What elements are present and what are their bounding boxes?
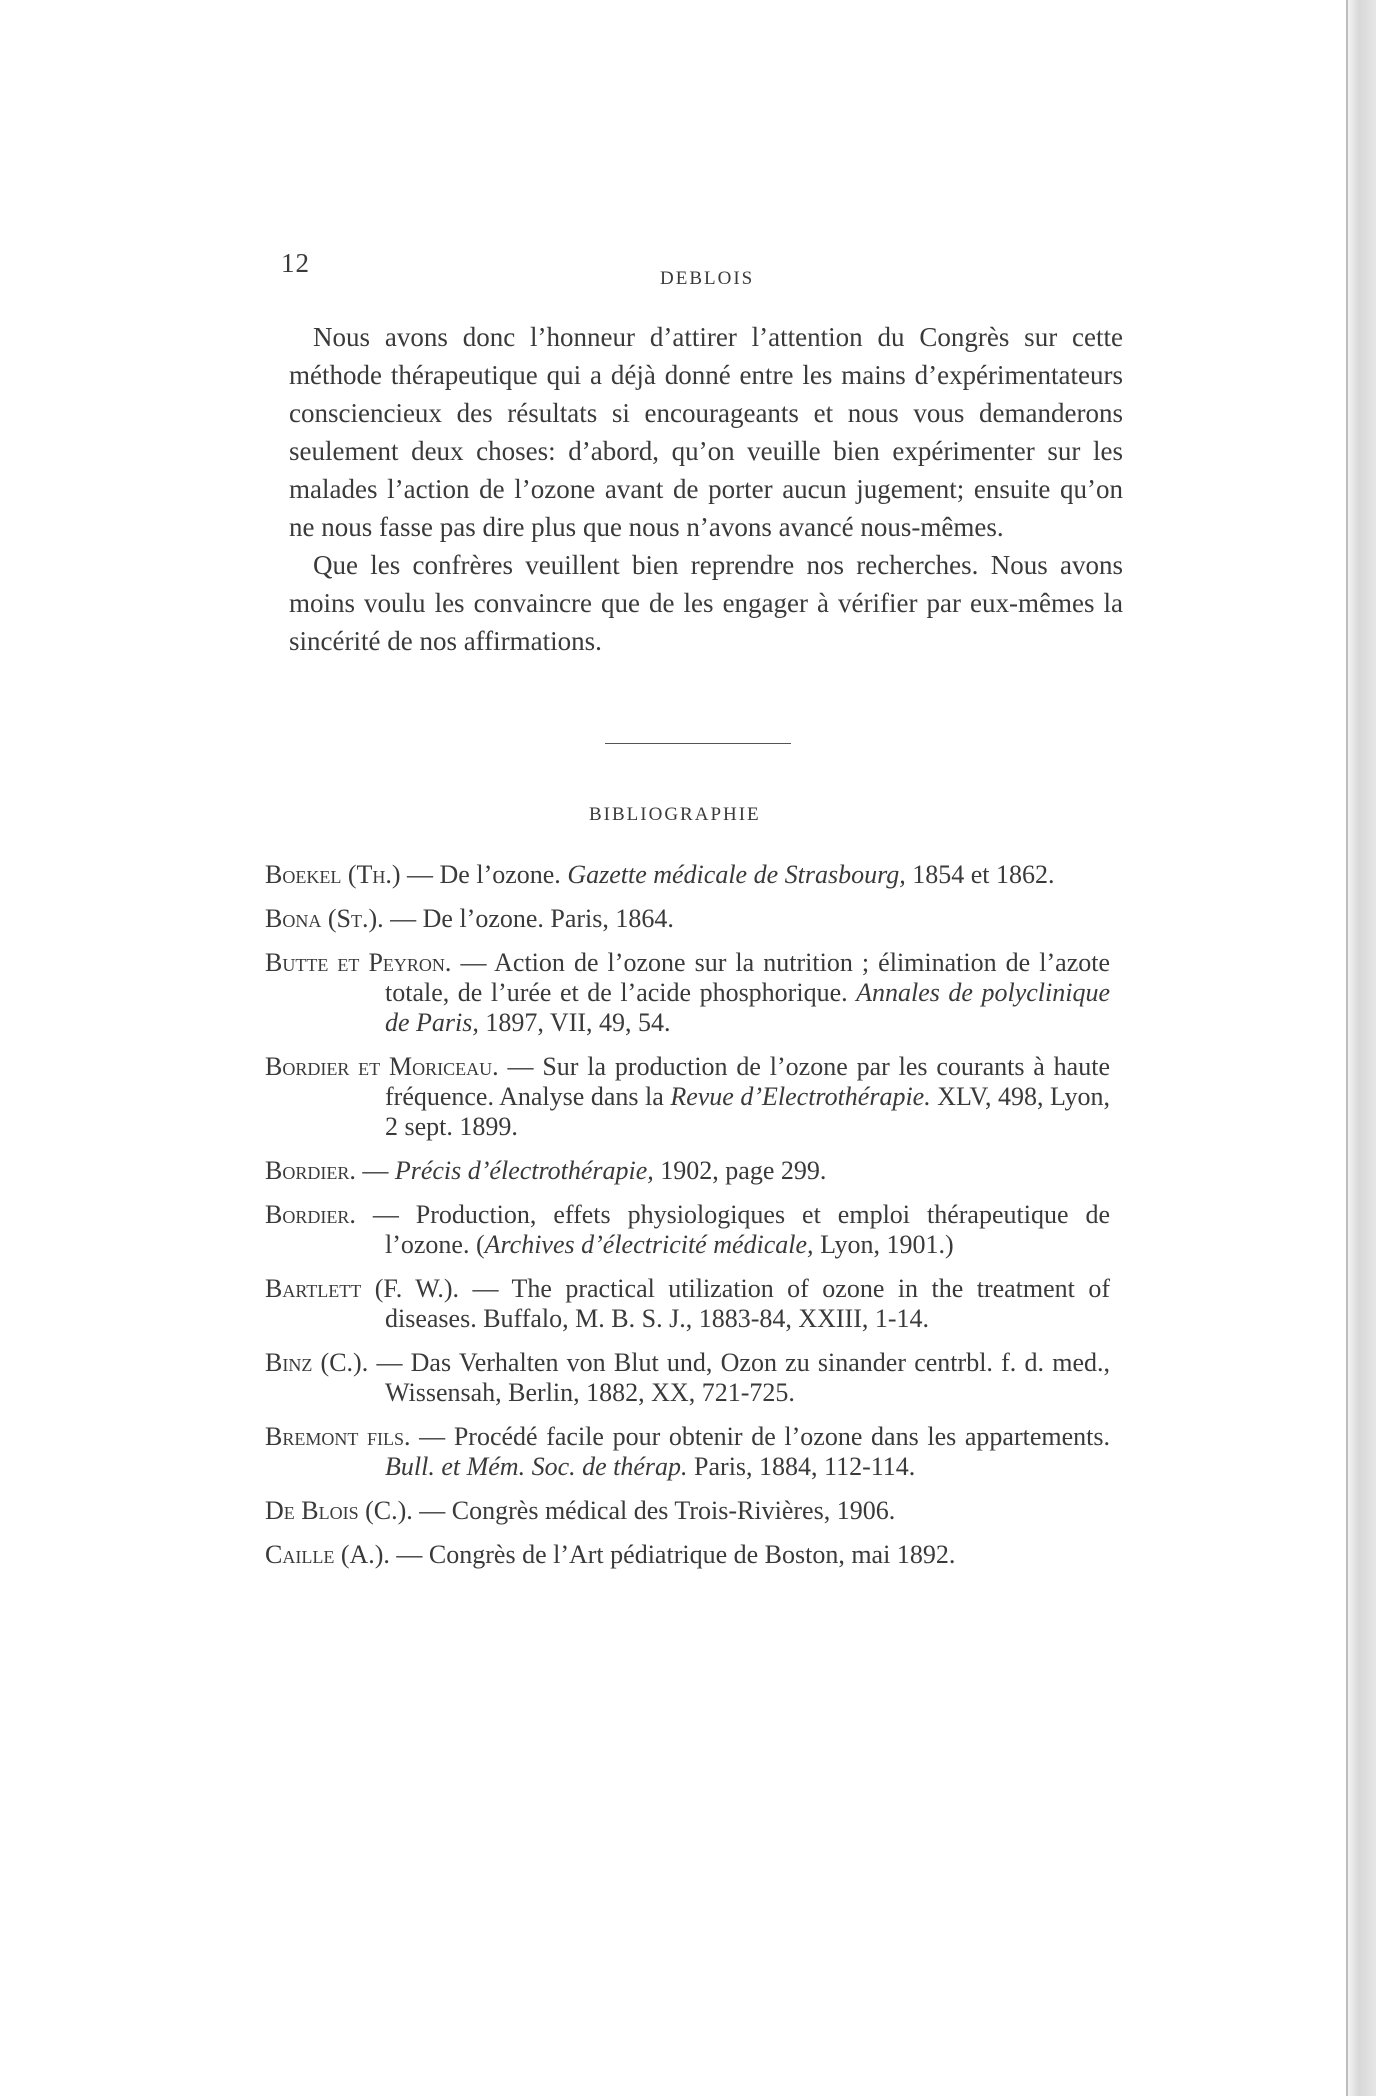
entry-rest: 1897, VII, 49, 54. bbox=[478, 1008, 671, 1037]
entry-text: — Action de l’ozone sur la nutrition ; élimination de l’azote totale, de l’urée et de l’acide phosphorique. bbox=[385, 948, 1110, 1007]
entry-text: — Congrès médical des Trois-Rivières, 1906. bbox=[412, 1496, 896, 1525]
entry-title: Bull. et Mém. Soc. de thérap. bbox=[385, 1452, 688, 1481]
entry-title: Annales de polyclinique de Paris, bbox=[385, 978, 1111, 1037]
entry-text: — Production, effets physiologiques et emploi thérapeutique de l’ozone. ( bbox=[355, 1200, 1110, 1259]
bibliography-entry bbox=[265, 860, 1110, 890]
bibliography-entry bbox=[265, 1274, 1110, 1334]
entry-author: Bordier et Moriceau. bbox=[265, 1052, 499, 1081]
section-divider bbox=[605, 743, 791, 744]
entry-author: Caille (A.). bbox=[265, 1540, 390, 1569]
entry-text: — Procédé facile pour obtenir de l’ozone dans les appartements. bbox=[410, 1422, 1110, 1451]
entry-author: Binz (C.). bbox=[265, 1348, 369, 1377]
entry-text: — De l’ozone. Paris, 1864. bbox=[383, 904, 674, 933]
entry-text: — Congrès de l’Art pédiatrique de Boston, mai 1892. bbox=[389, 1540, 956, 1569]
bibliography-entry bbox=[265, 904, 1110, 934]
entry-title: Précis d’électrothérapie, bbox=[394, 1156, 654, 1185]
entry-title: Archives d’électricité médicale, bbox=[484, 1230, 814, 1259]
entry-text: — Sur la production de l’ozone par les courants à haute fréquence. Analyse dans la bbox=[385, 1052, 1110, 1111]
entry-author: De Blois (C.). bbox=[265, 1496, 413, 1525]
bibliography-entry bbox=[265, 1200, 1110, 1260]
entry-text: — De l’ozone. bbox=[400, 860, 568, 889]
paragraph: Nous avons donc l’honneur d’attirer l’attention du Congrès sur cette méthode thérapeutique qui a déjà donné entre les mains d’expérimentateurs consciencieux des résultats si encourageants et nous vous demanderons seulement deux choses: d’abord, qu’on veuille bien expérimenter sur les malades l’action de l’ozone avant de porter aucun jugement; ensuite qu’on ne nous fasse pas dire plus que nous n’avons avancé nous-mêmes. bbox=[289, 322, 1123, 542]
entry-author: Bordier. bbox=[265, 1200, 356, 1229]
running-head: DEBLOIS bbox=[660, 268, 755, 289]
entry-author: Bartlett (F. W.). bbox=[265, 1274, 460, 1303]
entry-author: Bona (St.). bbox=[265, 904, 384, 933]
entry-author: Bordier. bbox=[265, 1156, 356, 1185]
entry-author: Bremont fils. bbox=[265, 1422, 411, 1451]
bibliography-list bbox=[265, 860, 1110, 1584]
entry-text: — bbox=[355, 1156, 395, 1185]
entry-rest: 1902, page 299. bbox=[653, 1156, 827, 1185]
entry-author: Butte et Peyron. bbox=[265, 948, 452, 977]
entry-text: — Das Verhalten von Blut und, Ozon zu sinander centrbl. f. d. med., Wissensah, Berlin, 1882, XX, 721-725. bbox=[368, 1348, 1110, 1407]
entry-rest: XLV, 498, Lyon, 2 sept. 1899. bbox=[385, 1082, 1110, 1141]
entry-text: — The practical utilization of ozone in the treatment of diseases. Buffalo, M. B. S. J., 1883-84, XXIII, 1-14. bbox=[385, 1274, 1110, 1333]
bibliography-entry bbox=[265, 1422, 1110, 1482]
paragraph: Que les confrères veuillent bien reprendre nos recherches. Nous avons moins voulu les convaincre que de les engager à vérifier par eux-mêmes la sincérité de nos affirmations. bbox=[289, 550, 1123, 656]
entry-title: Gazette médicale de Strasbourg, bbox=[567, 860, 906, 889]
bibliography-entry bbox=[265, 1540, 1110, 1570]
bibliography-heading: BIBLIOGRAPHIE bbox=[589, 804, 761, 825]
entry-rest: Lyon, 1901.) bbox=[813, 1230, 954, 1259]
entry-title: Revue d’Electrothérapie. bbox=[670, 1082, 931, 1111]
page-edge bbox=[1346, 0, 1376, 2096]
bibliography-entry bbox=[265, 1348, 1110, 1408]
page-number: 12 bbox=[281, 248, 310, 278]
entry-author: Boekel (Th.) bbox=[265, 860, 401, 889]
entry-rest: 1854 et 1862. bbox=[905, 860, 1055, 889]
bibliography-entry bbox=[265, 1052, 1110, 1142]
bibliography-entry bbox=[265, 948, 1110, 1038]
body-text bbox=[289, 318, 1123, 660]
bibliography-entry bbox=[265, 1496, 1110, 1526]
entry-rest: Paris, 1884, 112-114. bbox=[687, 1452, 916, 1481]
bibliography-entry bbox=[265, 1156, 1110, 1186]
